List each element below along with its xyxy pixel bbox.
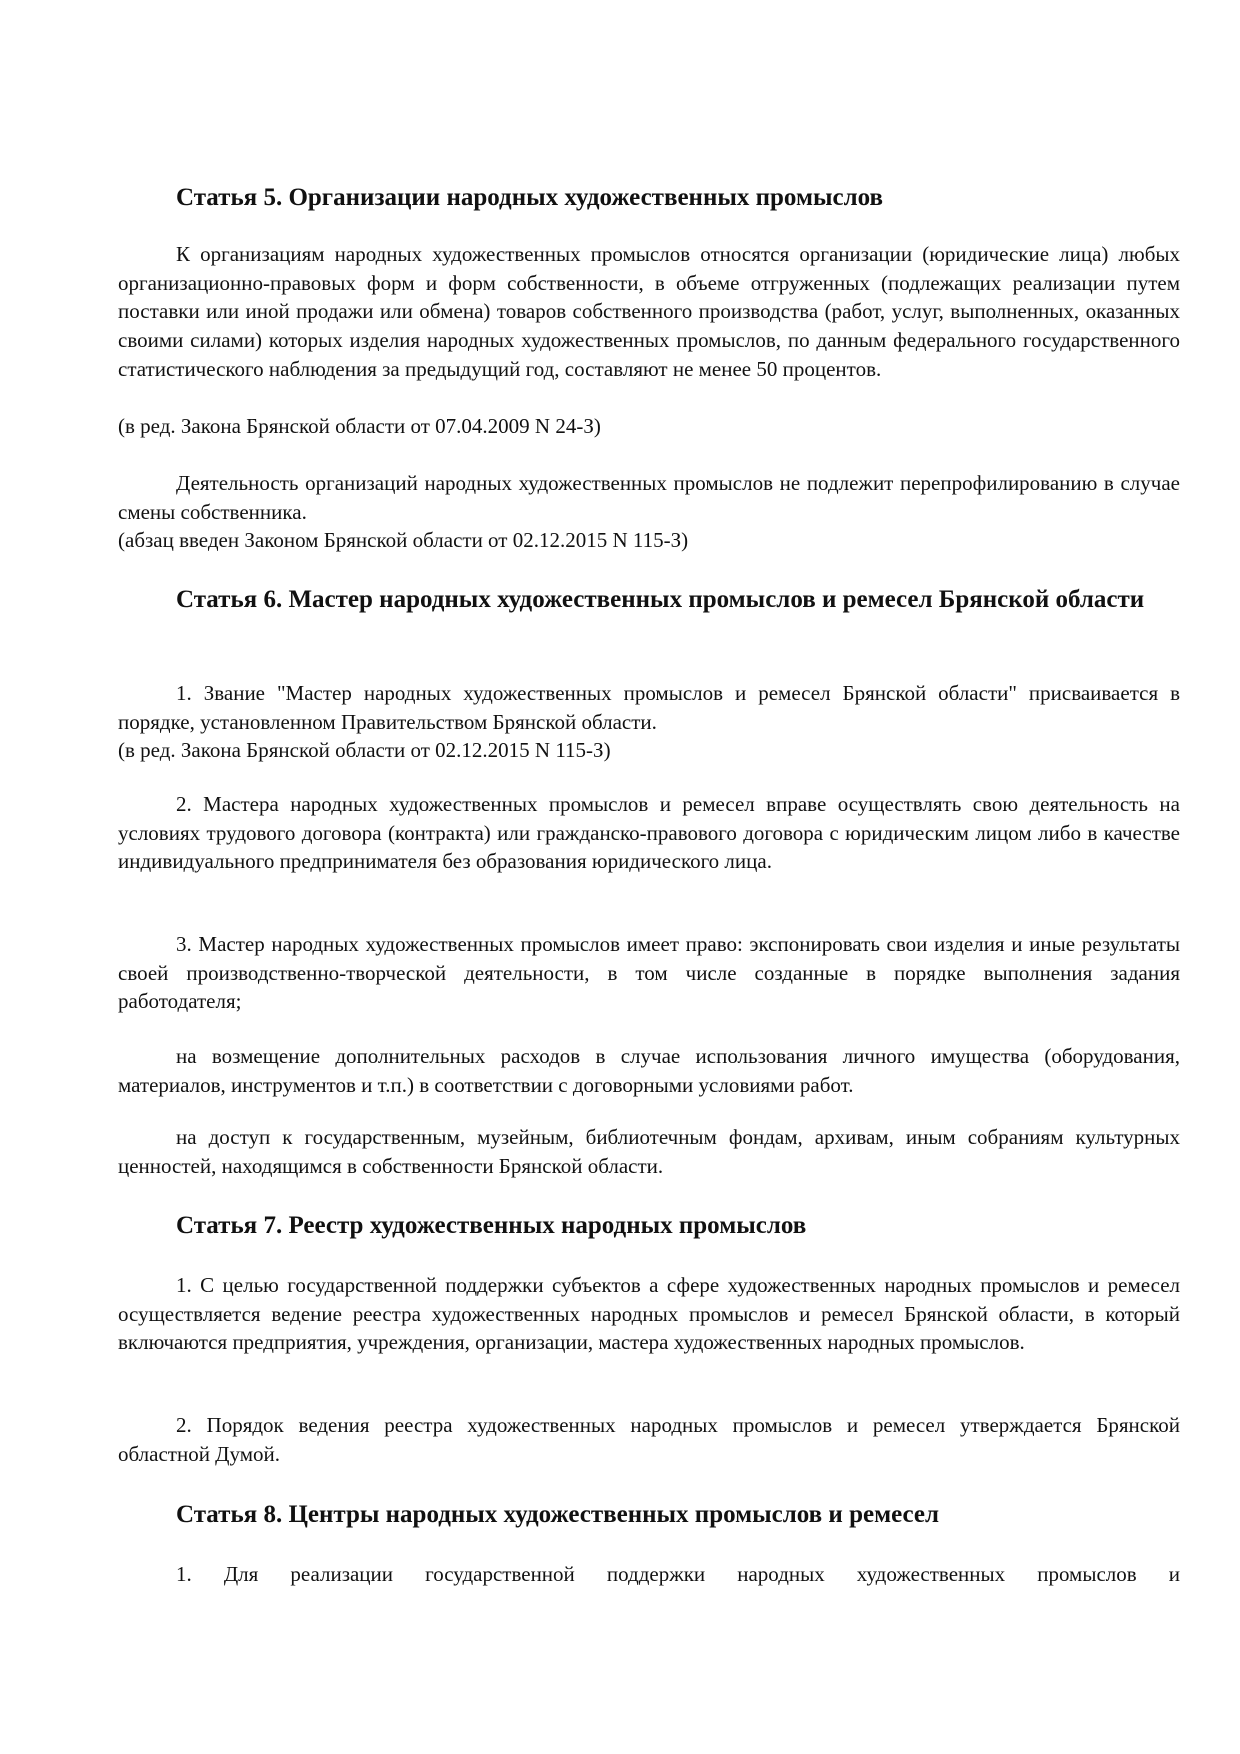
article-8-heading: Статья 8. Центры народных художественных промыслов и ремесел — [176, 1501, 940, 1528]
article-5-amendment-note-2: (абзац введен Законом Брянской области от 02.12.2015 N 115-З) — [118, 528, 689, 552]
article-5-amendment-note-1: (в ред. Закона Брянской области от 07.04.2009 N 24-З) — [118, 414, 601, 438]
article-6-paragraph-1: 1. Звание "Мастер народных художественных промыслов и ремесел Брянской области" присваивается в порядке, установленном Правительством Брянской области. — [118, 681, 1180, 734]
article-6-paragraph-2: 2. Мастера народных художественных промыслов и ремесел вправе осуществлять свою деятельность на условиях трудового договора (контракта) или гражданско-правового договора с юридическим лицом либо в качестве индивидуального предпринимателя без образования юридического лица. — [118, 792, 1180, 874]
article-6-paragraph-3: 3. Мастер народных художественных промыслов имеет право: экспонировать свои изделия и иные результаты своей производственно-творческой деятельности, в том числе созданные в порядке выполнения задания работодателя; — [118, 932, 1180, 1014]
article-5-paragraph-1: К организациям народных художественных промыслов относятся организации (юридические лица) любых организационно-правовых форм и форм собственности, в объеме отгруженных (подлежащих реализации путем поставки или иной продажи или обмена) товаров собственного производства (работ, услуг, выполненных, оказанных своими силами) которых изделия народных художественных промыслов, по данным федерального государственного статистического наблюдения за предыдущий год, составляют не менее 50 процентов. — [118, 242, 1180, 381]
article-8-paragraph-1: 1. Для реализации государственной поддержки народных художественных промыслов и — [176, 1562, 1180, 1586]
article-5-paragraph-2: Деятельность организаций народных художественных промыслов не подлежит перепрофилированию в случае смены собственника. — [118, 471, 1180, 524]
article-6-paragraph-4: на возмещение дополнительных расходов в случае использования личного имущества (оборудования, материалов, инструментов и т.п.) в соответствии с договорными условиями работ. — [118, 1044, 1180, 1097]
article-6-amendment-note: (в ред. Закона Брянской области от 02.12.2015 N 115-З) — [118, 738, 611, 762]
article-7-paragraph-2: 2. Порядок ведения реестра художественных народных промыслов и ремесел утверждается Брянской областной Думой. — [118, 1413, 1180, 1466]
article-7-paragraph-1: 1. С целью государственной поддержки субъектов а сфере художественных народных промыслов и ремесел осуществляется ведение реестра художественных народных промыслов и ремесел Брянской области, в который включаются предприятия, учреждения, организации, мастера художественных народных промыслов. — [118, 1273, 1180, 1355]
article-6-paragraph-5: на доступ к государственным, музейным, библиотечным фондам, архивам, иным собраниям культурных ценностей, находящимся в собственности Брянской области. — [118, 1125, 1180, 1178]
article-7-heading: Статья 7. Реестр художественных народных промыслов — [176, 1212, 807, 1239]
article-6-heading: Статья 6. Мастер народных художественных промыслов и ремесел Брянской области — [176, 586, 1145, 613]
article-5-heading: Статья 5. Организации народных художественных промыслов — [176, 184, 883, 211]
